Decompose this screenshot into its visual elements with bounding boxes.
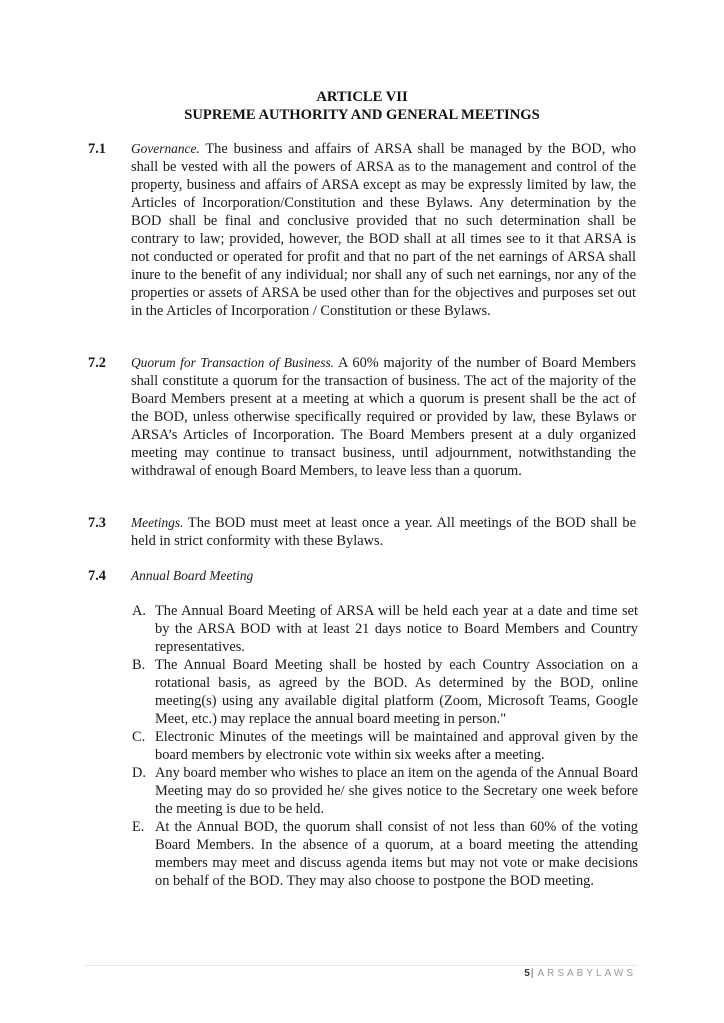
section-body [131,140,636,320]
list-item-text: Any board member who wishes to place an item on the agenda of the Annual Board Meeting may do so provided he/ she gives notice to the Secretary one week before the meeting is due to be held. [155,765,638,817]
section-title: Governance. [131,141,200,156]
section-body [131,567,636,585]
list-item [132,728,638,764]
list-marker: C. [132,729,146,745]
section-title: Meetings. [131,515,184,530]
article-number-heading: ARTICLE VII [316,89,408,105]
section-number: 7.4 [88,568,106,584]
list-item-text: The Annual Board Meeting shall be hosted by each Country Association on a rotational basis, as agreed by the BOD. As determined by the BOD, online meeting(s) using any available digital platform (Zoom, Microsoft Teams, Google Meet, etc.) may replace the annual board meeting in person." [155,657,638,727]
annual-board-meeting-list [132,602,638,890]
section-text: The business and affairs of ARSA shall be managed by the BOD, who shall be vested with all the powers of ARSA as to the management and control of the property, business and affairs of ARSA except as may be expressly limited by law, the Articles of Incorporation/Constitution and these Bylaws. Any determination by the BOD shall be final and conclusive provided that no such determination shall be contrary to law; provided, however, the BOD shall at all times see to it that ARSA is not conducted or operated for profit and that no part of the net earnings of ARSA shall inure to the benefit of any individual; nor shall any of such net earnings, nor any of the properties or assets of ARSA be used other than for the objectives and purposes set out in the Articles of Incorporation / Constitution or these Bylaws. [131,141,636,319]
list-item [132,602,638,656]
section-text: A 60% majority of the number of Board Members shall constitute a quorum for the transaction of business. The act of the majority of the Board Members present at a meeting at which a quorum is present shall be the act of the BOD, unless otherwise specifically required or provided by law, these Bylaws or ARSA’s Articles of Incorporation. The Board Members present at a duly organized meeting may continue to transact business, until adjournment, notwithstanding the withdrawal of enough Board Members, to leave less than a quorum. [131,355,637,479]
page-number: 5 [524,968,530,979]
list-item [132,764,638,818]
section-body [131,514,636,550]
article-title-heading: SUPREME AUTHORITY AND GENERAL MEETINGS [184,107,540,123]
list-item [132,656,638,728]
list-item-text: Electronic Minutes of the meetings will be maintained and approval given by the board members by electronic vote within six weeks after a meeting. [155,729,638,763]
section-body [131,354,636,480]
list-item-text: At the Annual BOD, the quorum shall consist of not less than 60% of the voting Board Members. In the absence of a quorum, at a board meeting the attending members may meet and discuss agenda items but may not vote or make decisions on behalf of the BOD. They may also choose to postpone the BOD meeting. [155,819,638,889]
list-item-text: The Annual Board Meeting of ARSA will be held each year at a date and time set by the ARSA BOD with at least 21 days notice to Board Members and Country representatives. [155,603,638,655]
section-text: The BOD must meet at least once a year. All meetings of the BOD shall be held in strict conformity with these Bylaws. [131,515,636,549]
list-marker: D. [132,765,146,781]
footer-divider [85,965,638,966]
section-title: Annual Board Meeting [131,568,254,583]
section-number: 7.2 [88,355,106,371]
page-footer [524,967,636,981]
section-number: 7.1 [88,141,106,157]
list-item [132,818,638,890]
list-marker: A. [132,603,146,619]
section-number: 7.3 [88,515,106,531]
section-title: Quorum for Transaction of Business. [131,355,335,370]
list-marker: E. [132,819,145,835]
footer-separator: | [530,968,534,979]
document-name: ARSABYLAWS [537,968,636,979]
list-marker: B. [132,657,146,673]
